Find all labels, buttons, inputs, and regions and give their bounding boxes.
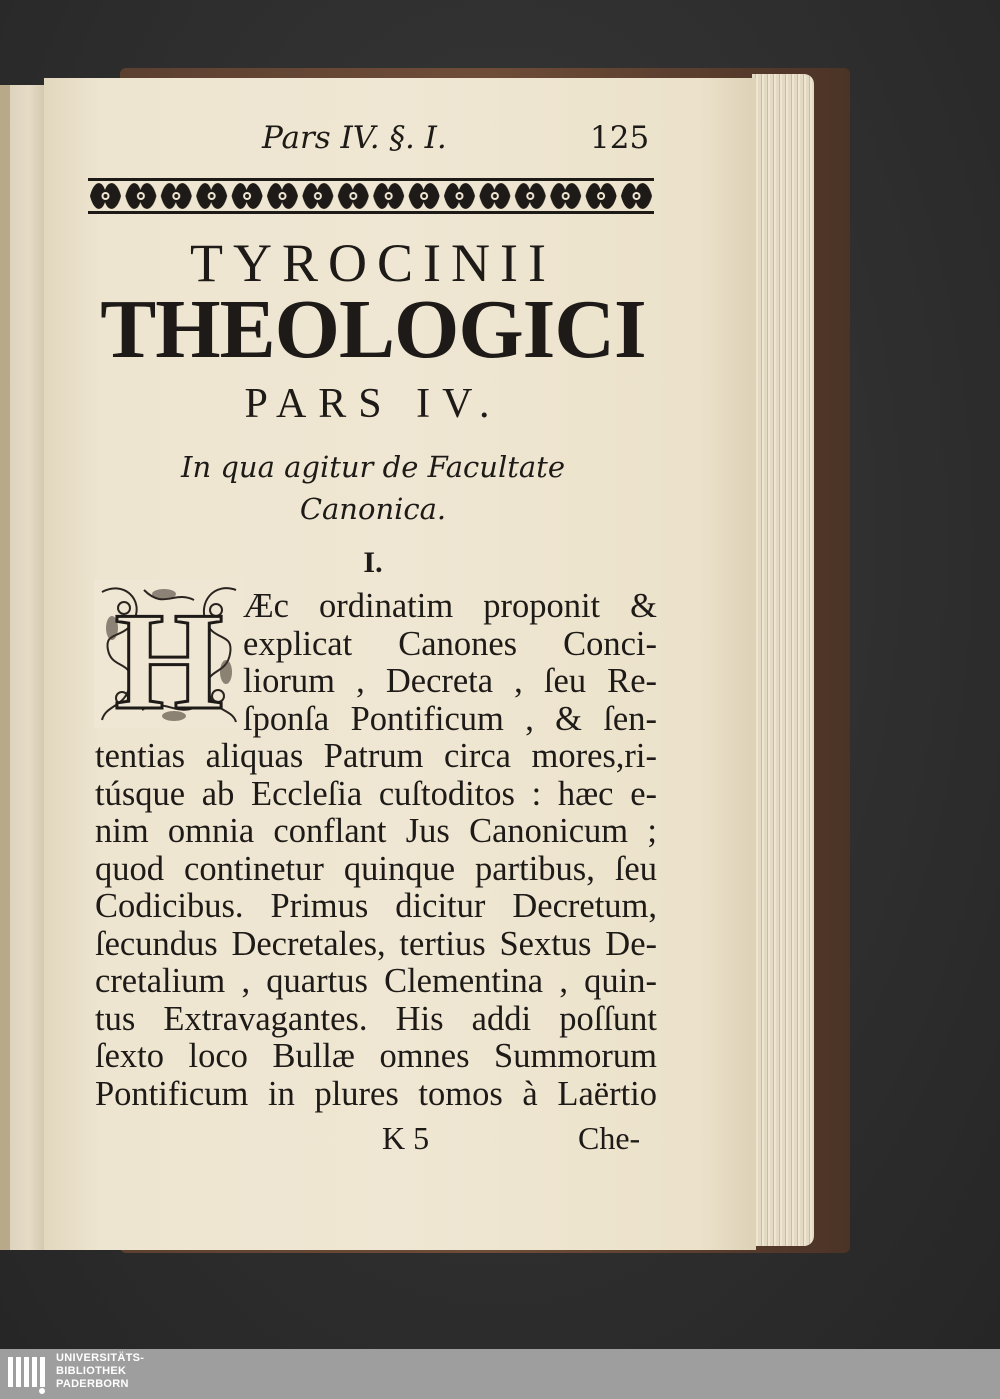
library-logo-line-1: UNIVERSITÄTS- — [56, 1352, 145, 1364]
left-page-gutter — [0, 85, 10, 1250]
catchword: Che- — [578, 1120, 641, 1156]
library-logo-text — [56, 1352, 144, 1391]
page-fore-edge — [752, 74, 814, 1246]
section-number: I. — [363, 546, 383, 579]
library-logo-icon — [6, 1353, 48, 1395]
library-footer-bar — [0, 1349, 1000, 1399]
page-number: 125 — [590, 120, 650, 156]
subtitle-line-2: Canonica. — [299, 492, 447, 526]
title-line-1: TYROCINII — [190, 233, 556, 293]
body-line: Codicibus. Primus dicitur Decretum, — [95, 887, 657, 925]
signature-mark: K 5 — [382, 1120, 430, 1156]
initial-letter-glyph: H — [114, 584, 224, 728]
decorative-ornament-band — [88, 176, 654, 216]
title-line-2: THEOLOGICI — [100, 283, 646, 376]
body-line: Æc ordinatim proponit & — [243, 587, 657, 625]
library-logo-line-3: PADERBORN — [56, 1378, 129, 1390]
body-line: tentias aliquas Patrum circa mores,ri- — [95, 737, 657, 775]
page-footer-marks — [0, 1120, 1000, 1160]
title-line-3: PARS IV. — [244, 381, 502, 427]
body-line: ſexto loco Bullæ omnes Summorum — [95, 1037, 657, 1075]
body-text — [95, 588, 657, 1113]
subtitle-line-1: In qua agitur de Facultate — [181, 450, 565, 484]
body-line: túsque ab Eccleſia cuſtoditos : hæc e- — [95, 774, 657, 813]
body-line: explicat Canones Conci- — [243, 624, 657, 663]
body-line: quod continetur quinque partibus, ſeu — [95, 849, 657, 888]
running-head-title: Pars IV. §. I. — [262, 120, 447, 156]
body-line: cretalium , quartus Clementina , quin- — [95, 962, 657, 1000]
body-line: ſponſa Pontificum , & ſen- — [243, 699, 657, 738]
body-line: liorum , Decreta , ſeu Re- — [243, 662, 657, 700]
body-line: tus Extravagantes. His addi poſſunt — [95, 999, 657, 1038]
subtitle — [90, 446, 656, 530]
body-line: nim omnia conflant Jus Canonicum ; — [95, 812, 657, 850]
library-logo-line-2: BIBLIOTHEK — [56, 1365, 127, 1377]
body-line: Pontificum in plures tomos à Laërtio — [95, 1074, 657, 1113]
running-head — [0, 120, 1000, 166]
body-line: ſecundus Decretales, tertius Sextus De- — [95, 924, 657, 963]
